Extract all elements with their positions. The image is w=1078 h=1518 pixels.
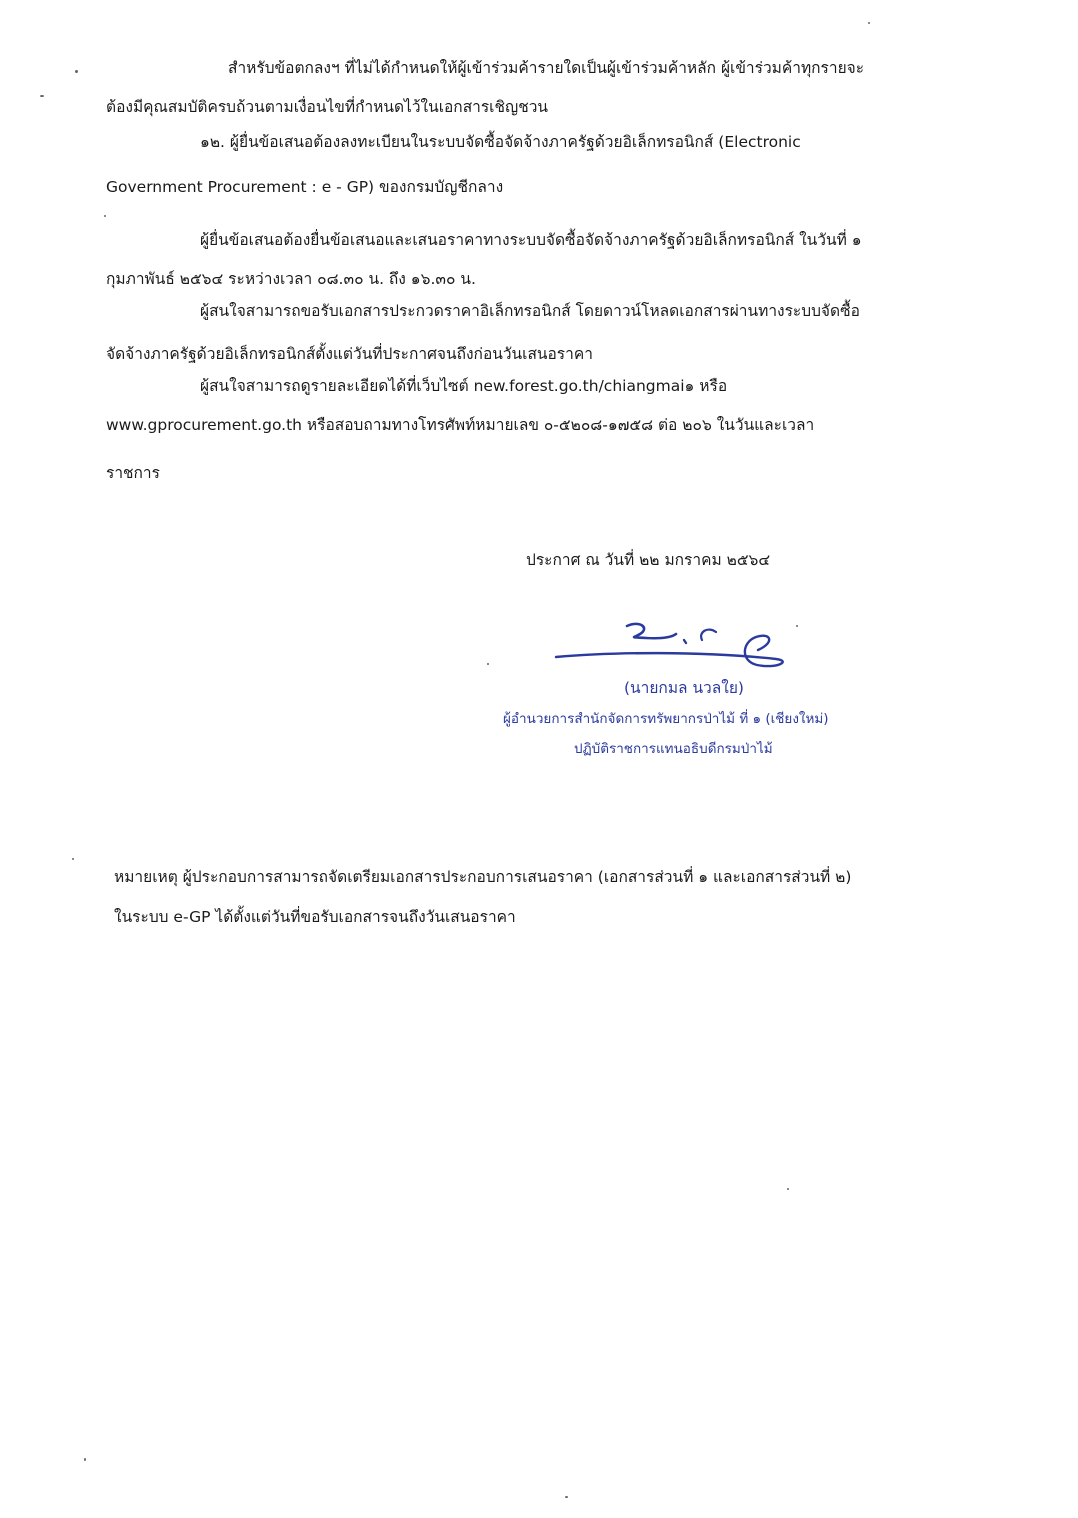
scan-speck xyxy=(84,1458,86,1461)
scan-speck xyxy=(565,1496,568,1498)
scan-speck xyxy=(796,625,798,627)
handwritten-signature xyxy=(552,612,792,672)
scan-speck xyxy=(787,1188,789,1190)
para4-line1: ผู้สนใจสามารถขอรับเอกสารประกวดราคาอิเล็กทรอนิกส์ โดยดาวน์โหลดเอกสารผ่านทางระบบจัดซื้อ xyxy=(200,302,860,320)
scan-speck xyxy=(104,215,106,217)
scan-speck xyxy=(487,663,489,665)
para3-line2: กุมภาพันธ์ ๒๕๖๔ ระหว่างเวลา ๐๘.๓๐ น. ถึง ๑๖.๓๐ น. xyxy=(106,270,476,288)
para5-line2: www.gprocurement.go.th หรือสอบถามทางโทรศัพท์หมายเลข ๐-๕๒๐๘-๑๗๕๘ ต่อ ๒๐๖ ในวันและเวลา xyxy=(106,416,815,434)
scan-speck xyxy=(868,22,870,24)
signatory-name: (นายกมล นวลใย) xyxy=(624,679,744,697)
para1-line2: ต้องมีคุณสมบัติครบถ้วนตามเงื่อนไขที่กำหนดไว้ในเอกสารเชิญชวน xyxy=(106,98,549,116)
signatory-title-line1: ผู้อำนวยการสำนักจัดการทรัพยากรป่าไม้ ที่ ๑ (เชียงใหม่) xyxy=(503,711,829,727)
scan-speck xyxy=(75,70,78,73)
para3-line1: ผู้ยื่นข้อเสนอต้องยื่นข้อเสนอและเสนอราคาทางระบบจัดซื้อจัดจ้างภาครัฐด้วยอิเล็กทรอนิกส์ ในวันที่ ๑ xyxy=(200,231,862,249)
note-line1: หมายเหตุ ผู้ประกอบการสามารถจัดเตรียมเอกสารประกอบการเสนอราคา (เอกสารส่วนที่ ๑ และเอกสารส่วนที่ ๒) xyxy=(114,868,852,886)
para1-line1: สำหรับข้อตกลงฯ ที่ไม่ได้กำหนดให้ผู้เข้าร่วมค้ารายใดเป็นผู้เข้าร่วมค้าหลัก ผู้เข้าร่วมค้าทุกรายจะ xyxy=(228,59,865,77)
signatory-title-line2: ปฏิบัติราชการแทนอธิบดีกรมป่าไม้ xyxy=(574,741,773,757)
scan-speck xyxy=(72,858,74,860)
para2-line1: ๑๒. ผู้ยื่นข้อเสนอต้องลงทะเบียนในระบบจัดซื้อจัดจ้างภาครัฐด้วยอิเล็กทรอนิกส์ (Electronic xyxy=(200,133,801,151)
para2-line2: Government Procurement : e - GP) ของกรมบัญชีกลาง xyxy=(106,178,504,196)
note-line2: ในระบบ e-GP ได้ตั้งแต่วันที่ขอรับเอกสารจนถึงวันเสนอราคา xyxy=(114,908,516,926)
para4-line2: จัดจ้างภาครัฐด้วยอิเล็กทรอนิกส์ตั้งแต่วันที่ประกาศจนถึงก่อนวันเสนอราคา xyxy=(106,345,593,363)
scan-speck xyxy=(40,95,44,97)
para5-line1: ผู้สนใจสามารถดูรายละเอียดได้ที่เว็บไซต์ new.forest.go.th/chiangmai๑ หรือ xyxy=(200,377,728,395)
announcement-date: ประกาศ ณ วันที่ ๒๒ มกราคม ๒๕๖๔ xyxy=(526,551,771,569)
para5-line3: ราชการ xyxy=(106,464,160,482)
